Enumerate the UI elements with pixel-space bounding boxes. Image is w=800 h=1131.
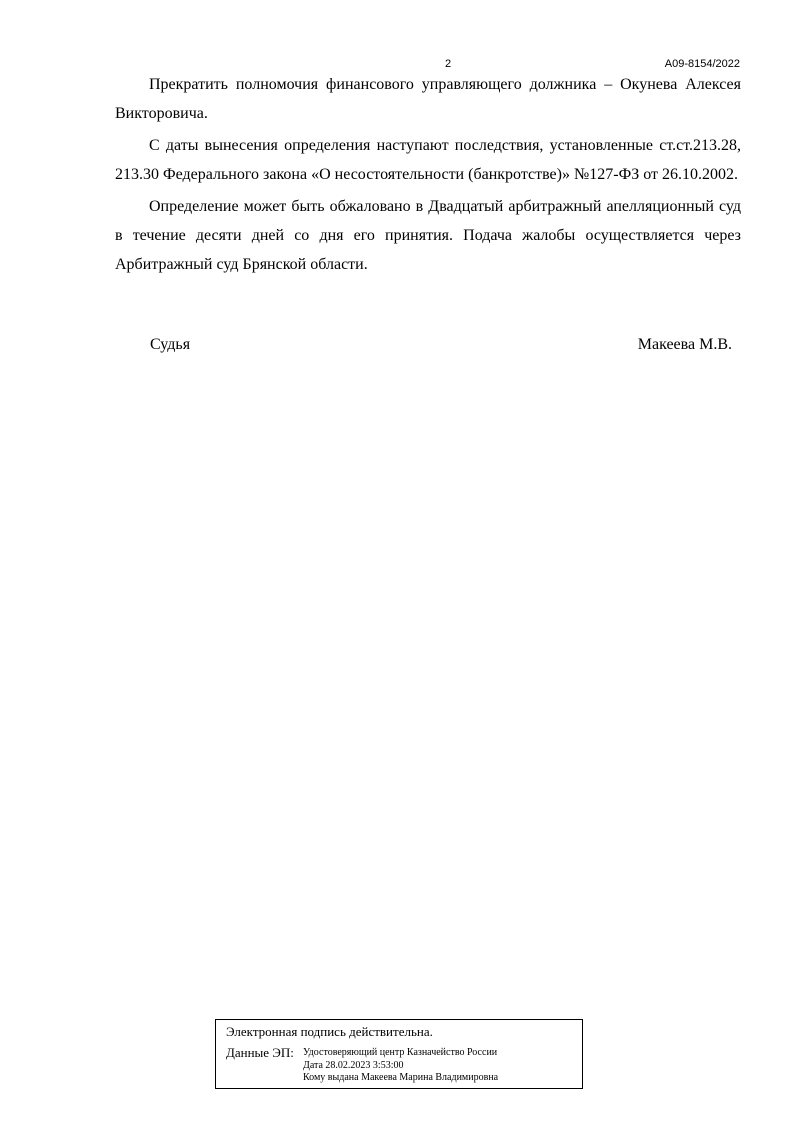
esign-date: Дата 28.02.2023 3:53:00 [303, 1059, 404, 1071]
paragraph-appeal: Определение может быть обжаловано в Двадцатый арбитражный апелляционный суд в течение десяти дней со дня его принятия. Подача жалобы осуществляется через Арбитражный суд Брянской области. [115, 198, 741, 273]
document-body [115, 70, 741, 282]
judge-role-label: Судья [150, 336, 191, 353]
esign-data-label: Данные ЭП: [226, 1045, 294, 1060]
esign-issuer: Удостоверяющий центр Казначейство России [303, 1047, 498, 1058]
electronic-signature-stamp [215, 1019, 583, 1089]
signature-row [150, 333, 732, 357]
paragraph-consequences: С даты вынесения определения наступают последствия, установленные ст.ст.213.28, 213.30 Федерального закона «О несостоятельности (банкротстве)» №127-ФЗ от 26.10.2002. [115, 137, 741, 183]
judge-name: Макеева М.В. [637, 336, 732, 353]
page-number: 2 [444, 58, 452, 70]
esign-data [226, 1045, 582, 1085]
esign-details [303, 1047, 498, 1085]
paragraph-terminate-powers: Прекратить полномочия финансового управляющего должника – Окунева Алексея Викторовича. [115, 76, 741, 122]
esign-owner: Кому выдана Макеева Марина Владимировна [303, 1072, 499, 1083]
esign-title: Электронная подпись действительна. [226, 1024, 433, 1039]
case-number: А09-8154/2022 [664, 58, 740, 70]
